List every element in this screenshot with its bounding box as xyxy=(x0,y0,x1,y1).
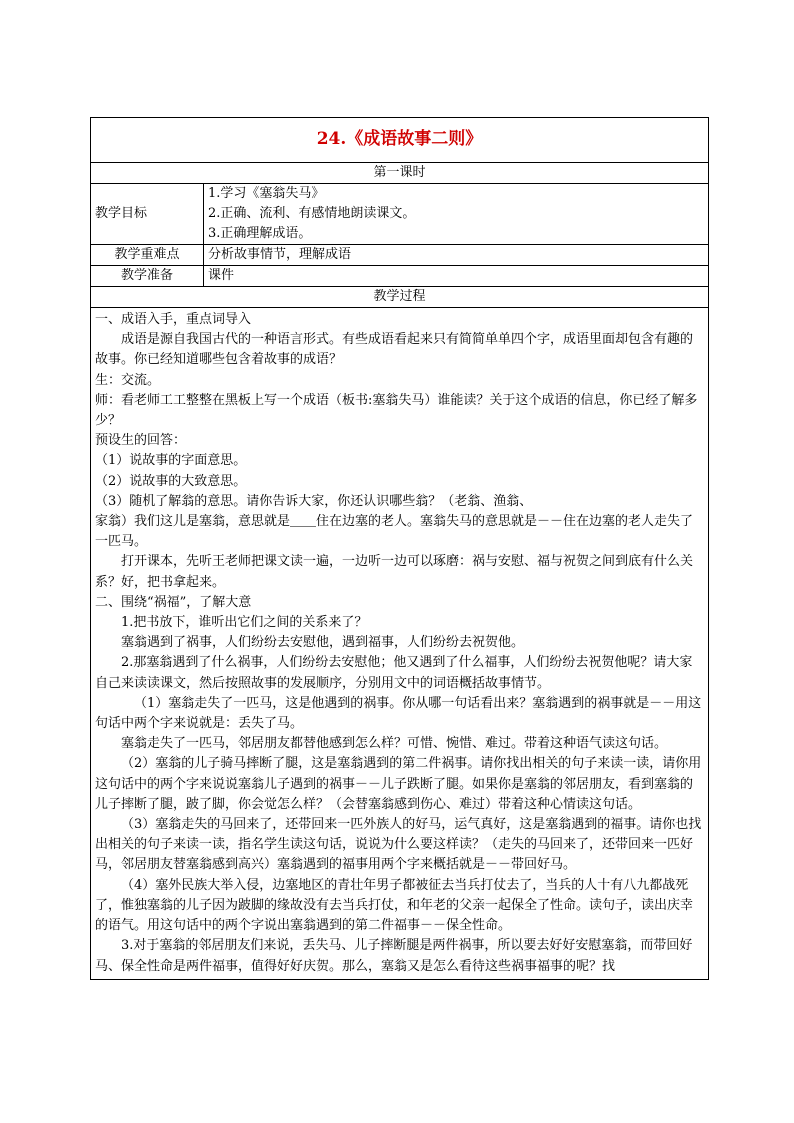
prep-label: 教学准备 xyxy=(91,266,204,287)
list-item: （1）说故事的字面意思。 xyxy=(95,453,247,469)
lesson-period: 第一课时 xyxy=(91,163,709,184)
goals-label: 教学目标 xyxy=(91,184,204,245)
keypoints-label: 教学重难点 xyxy=(91,245,204,266)
goals-cell xyxy=(204,184,709,245)
paragraph: 塞翁遇到了祸事，人们纷纷去安慰他，遇到福事，人们纷纷去祝贺他。 xyxy=(121,635,525,651)
paragraph: （3）塞翁走失的马回来了，还带回来一匹外族人的好马，运气真好，这是塞翁遇到的福事。请你也找出相关的句子来读一读，指名学生读这句话，说说为什么要这样读？（走失的马回来了，还带回来一匹好马，邻居朋友替塞翁感到高兴）塞翁遇到的福事用两个字来概括就是－－带回好马。 xyxy=(95,817,702,873)
prep-value: 课件 xyxy=(204,266,709,287)
list-item: （2）说故事的大致意思。 xyxy=(95,473,247,489)
paragraph: 成语是源自我国古代的一种语言形式。有些成语看起来只有简简单单四个字，成语里面却包含有趣的故事。你已经知道哪些包含着故事的成语？ xyxy=(95,332,694,368)
paragraph: 1.把书放下，谁听出它们之间的关系来了？ xyxy=(121,615,368,631)
title-cell xyxy=(91,118,709,163)
list-item: （3）随机了解翁的意思。请你告诉大家，你还认识哪些翁？（老翁、渔翁、 xyxy=(95,493,533,509)
paragraph: 预设生的回答： xyxy=(95,433,187,449)
goal-item: 2.正确、流利、有感情地朗读课文。 xyxy=(208,206,416,221)
lesson-plan-table xyxy=(90,117,709,980)
paragraph: 塞翁走失了一匹马，邻居朋友都替他感到怎么样？可惜、惋惜、难过。带着这种语气读这句话。 xyxy=(121,736,668,752)
paragraph: （4）塞外民族大举入侵，边塞地区的青壮年男子都被征去当兵打仗去了，当兵的人十有八九都战死了，惟独塞翁的儿子因为跛脚的缘故没有去当兵打仗，和年老的父亲一起保全了性命。读句子，读出庆幸的语气。用这句话中的两个字说出塞翁遇到的第二件福事－－保全性命。 xyxy=(95,877,694,934)
section-heading: 一、成语入手，重点词导入 xyxy=(95,312,252,327)
paragraph: 师：看老师工工整整在黑板上写一个成语（板书:塞翁失马）谁能读？关于这个成语的信息，你已经了解多少？ xyxy=(95,392,698,429)
section-heading: 二、围绕“祸福”，了解大意 xyxy=(95,594,252,610)
paragraph: 3.对于塞翁的邻居朋友们来说，丢失马、儿子摔断腿是两件祸事，所以要去好好安慰塞翁，而带回好马、保全性命是两件福事，值得好好庆贺。那么，塞翁又是怎么看待这些祸事福事的呢？找 xyxy=(95,938,693,974)
lesson-plan-page xyxy=(90,117,708,980)
paragraph: 2.那塞翁遇到了什么祸事，人们纷纷去安慰他；他又遇到了什么福事，人们纷纷去祝贺他呢？请大家自己来读读课文，然后按照故事的发展顺序，分别用文中的词语概括故事情节。 xyxy=(95,655,693,691)
process-body xyxy=(91,308,709,980)
goal-item: 3.正确理解成语。 xyxy=(208,226,312,241)
paragraph: 生：交流。 xyxy=(95,372,161,388)
page-title: 24.《成语故事二则》 xyxy=(316,129,483,149)
paragraph: 打开课本，先听王老师把课文读一遍，一边听一边可以琢磨：祸与安慰、福与祝贺之间到底有什么关系？好，把书拿起来。 xyxy=(95,554,694,590)
keypoints-value: 分析故事情节，理解成语 xyxy=(204,245,709,266)
goal-item: 1.学习《塞翁失马》 xyxy=(208,186,325,201)
paragraph: 家翁）我们这儿是塞翁，意思就是＿＿住在边塞的老人。塞翁失马的意思就是－－住在边塞的老人走失了一匹马。 xyxy=(95,514,694,550)
paragraph: （1）塞翁走失了一匹马，这是他遇到的祸事。你从哪一句话看出来？塞翁遇到的祸事就是－－用这句话中两个字来说就是：丢失了马。 xyxy=(95,695,702,732)
paragraph: （2）塞翁的儿子骑马摔断了腿，这是塞翁遇到的第二件祸事。请你找出相关的句子来读一读，请你用这句话中的两个字来说说塞翁儿子遇到的祸事－－儿子跌断了腿。如果你是塞翁的邻居朋友，看到塞翁的儿子摔断了腿，跛了脚，你会觉怎么样？（会替塞翁感到伤心、难过）带着这种心情读这句话。 xyxy=(95,756,702,812)
process-title: 教学过程 xyxy=(91,287,709,308)
